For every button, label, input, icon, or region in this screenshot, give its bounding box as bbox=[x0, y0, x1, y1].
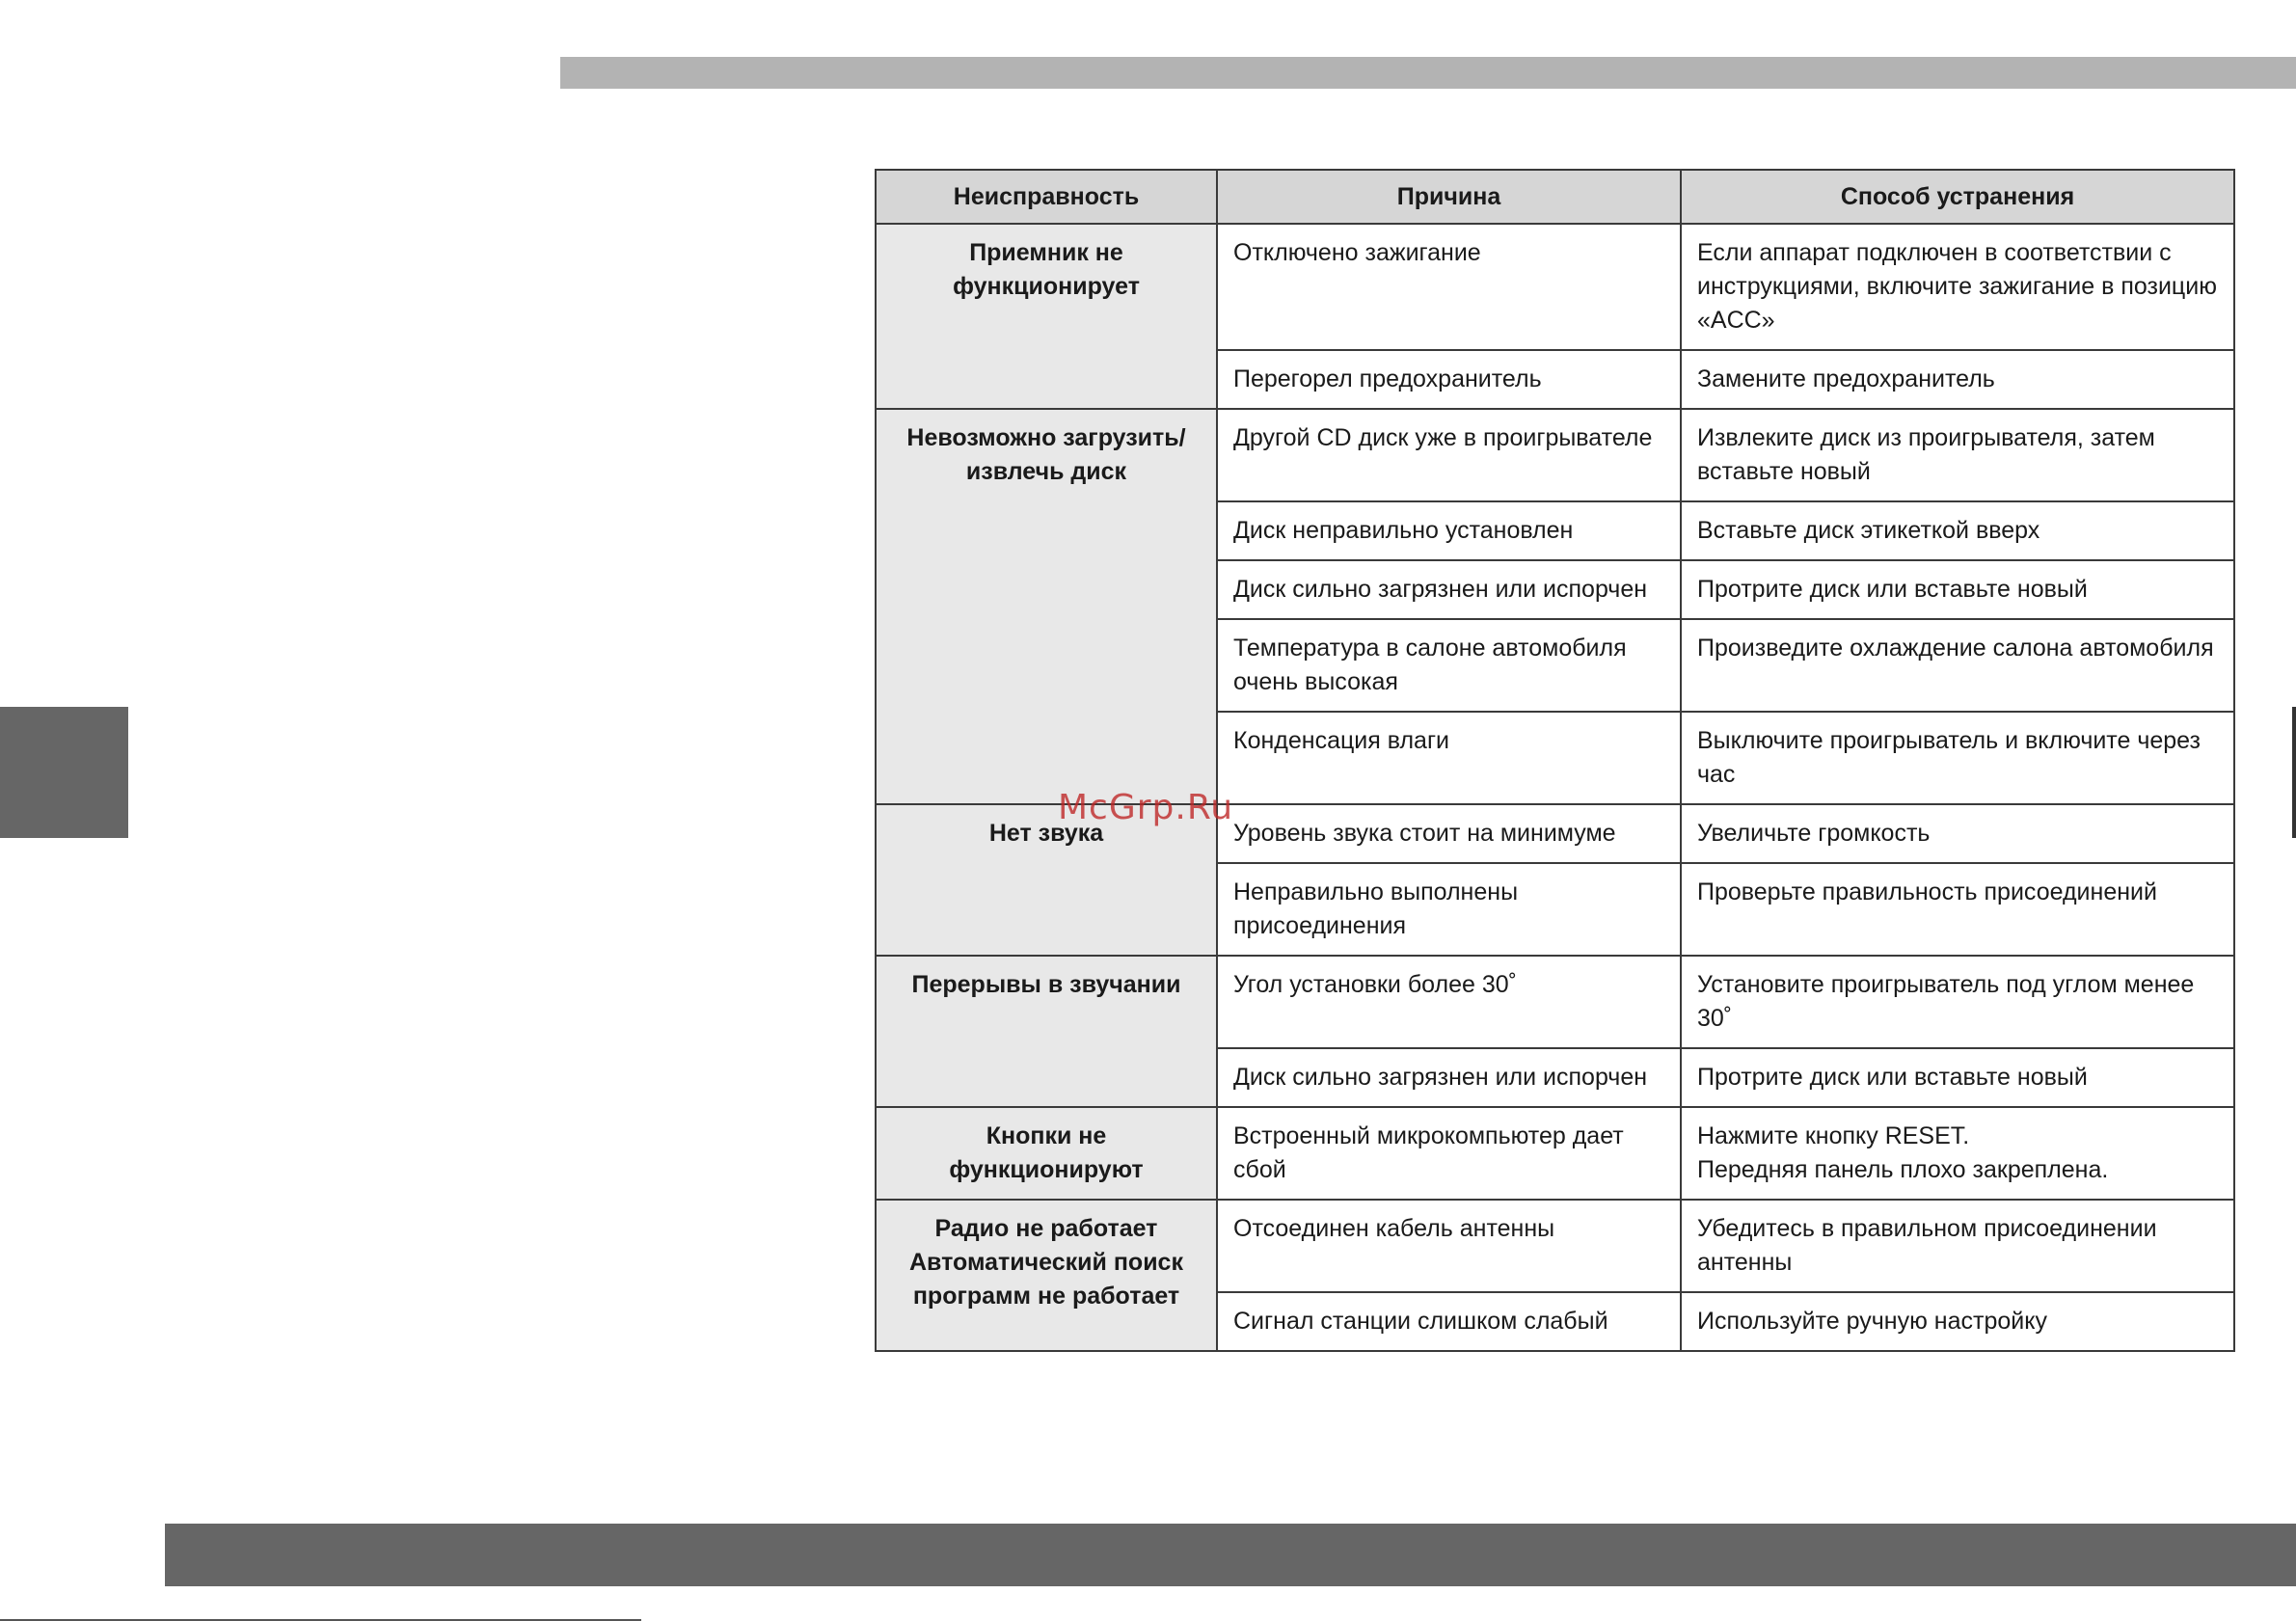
cause-cell: Уровень звука стоит на минимуме bbox=[1217, 804, 1681, 863]
fix-cell: Если аппарат подключен в соответствии с инструкциями, включите зажигание в позицию «ACC» bbox=[1681, 224, 2234, 350]
fault-cell: Невозможно загрузить/ извлечь диск bbox=[876, 409, 1217, 804]
troubleshooting-table bbox=[875, 169, 2235, 1352]
table-row bbox=[876, 956, 2234, 1048]
fix-cell: Извлеките диск из проигрывателя, затем вставьте новый bbox=[1681, 409, 2234, 501]
fix-cell: Проверьте правильность присоединений bbox=[1681, 863, 2234, 956]
header-cause: Причина bbox=[1217, 170, 1681, 224]
cause-cell: Встроенный микрокомпьютер дает сбой bbox=[1217, 1107, 1681, 1200]
fix-cell: Установите проигрыватель под углом менее 30˚ bbox=[1681, 956, 2234, 1048]
cause-cell: Другой CD диск уже в проигрывателе bbox=[1217, 409, 1681, 501]
cause-cell: Отключено зажигание bbox=[1217, 224, 1681, 350]
cause-cell: Диск сильно загрязнен или испорчен bbox=[1217, 560, 1681, 619]
fix-cell: Выключите проигрыватель и включите через час bbox=[1681, 712, 2234, 804]
cause-cell: Неправильно выполнены присоединения bbox=[1217, 863, 1681, 956]
fix-cell: Протрите диск или вставьте новый bbox=[1681, 560, 2234, 619]
fix-cell: Произведите охлаждение салона автомобиля bbox=[1681, 619, 2234, 712]
fault-cell: Приемник не функционирует bbox=[876, 224, 1217, 409]
header-fault: Неисправность bbox=[876, 170, 1217, 224]
table-row bbox=[876, 1107, 2234, 1200]
table-row bbox=[876, 409, 2234, 501]
table-header-row bbox=[876, 170, 2234, 224]
fault-cell: Кнопки не функционируют bbox=[876, 1107, 1217, 1200]
fix-cell: Вставьте диск этикеткой вверх bbox=[1681, 501, 2234, 560]
header-fix: Способ устранения bbox=[1681, 170, 2234, 224]
watermark-text: McGrp.Ru bbox=[1058, 788, 1234, 827]
cause-cell: Диск неправильно установлен bbox=[1217, 501, 1681, 560]
fault-cell: Радио не работает Автоматический поиск программ не работает bbox=[876, 1200, 1217, 1351]
table-row bbox=[876, 804, 2234, 863]
fix-cell: Протрите диск или вставьте новый bbox=[1681, 1048, 2234, 1107]
cause-cell: Сигнал станции слишком слабый bbox=[1217, 1292, 1681, 1351]
cause-cell: Диск сильно загрязнен или испорчен bbox=[1217, 1048, 1681, 1107]
fix-cell bbox=[1681, 1107, 2234, 1200]
fix-cell: Убедитесь в правильном присоединении антенны bbox=[1681, 1200, 2234, 1292]
fix-cell: Увеличьте громкость bbox=[1681, 804, 2234, 863]
cause-cell: Угол установки более 30˚ bbox=[1217, 956, 1681, 1048]
right-edge-mark bbox=[2292, 707, 2296, 838]
section-side-tab bbox=[0, 707, 128, 838]
fix-cell: Замените предохранитель bbox=[1681, 350, 2234, 409]
top-decorative-bar bbox=[560, 57, 2296, 89]
bottom-decorative-bar bbox=[165, 1524, 2296, 1586]
table-row bbox=[876, 224, 2234, 350]
fault-cell: Перерывы в звучании bbox=[876, 956, 1217, 1107]
fault-cell: Нет звука bbox=[876, 804, 1217, 956]
table-row bbox=[876, 1200, 2234, 1292]
cause-cell: Температура в салоне автомобиля очень высокая bbox=[1217, 619, 1681, 712]
cause-cell: Конденсация влаги bbox=[1217, 712, 1681, 804]
fix-line: Передняя панель плохо закреплена. bbox=[1697, 1156, 2109, 1183]
fix-cell: Используйте ручную настройку bbox=[1681, 1292, 2234, 1351]
cause-cell: Перегорел предохранитель bbox=[1217, 350, 1681, 409]
fix-line: Нажмите кнопку RESET. bbox=[1697, 1122, 1970, 1149]
cause-cell: Отсоединен кабель антенны bbox=[1217, 1200, 1681, 1292]
